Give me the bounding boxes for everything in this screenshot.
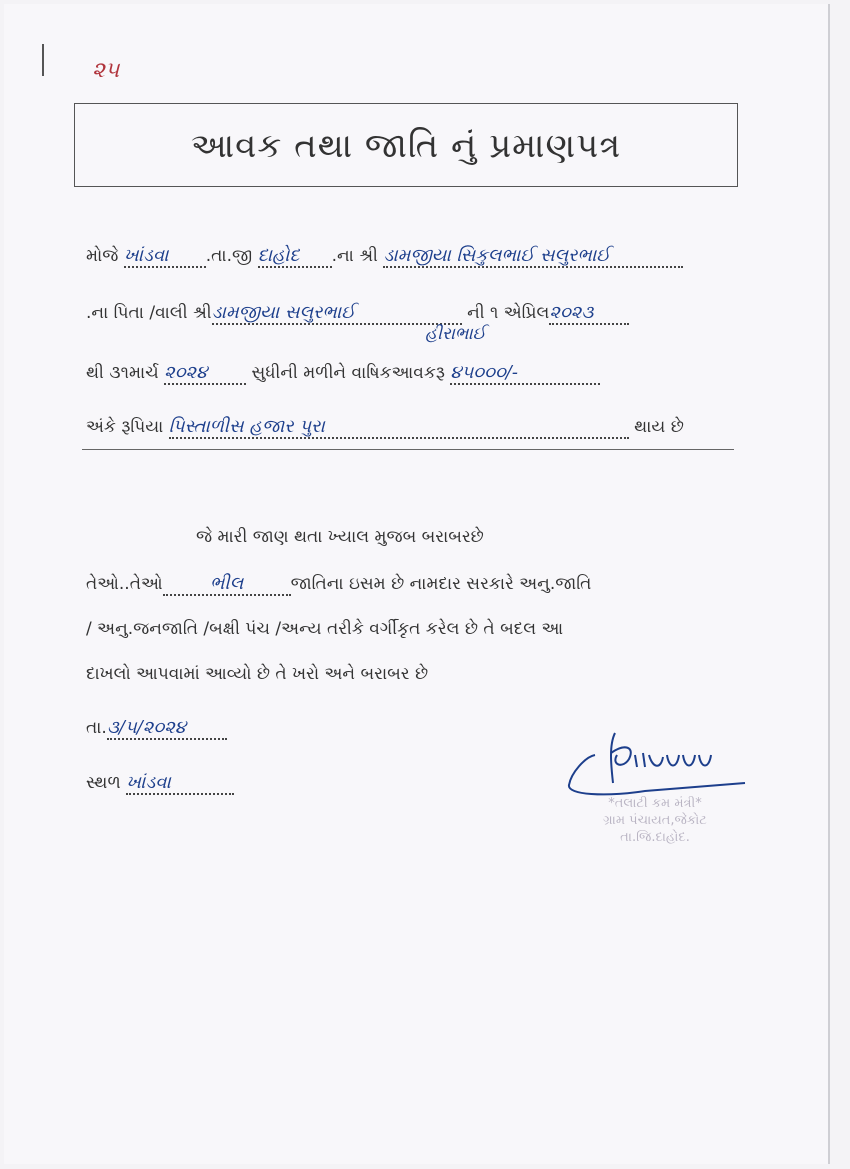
year-to: ૨૦૨૪ bbox=[164, 362, 208, 383]
applicant-name: ડામજીયા સિકુલભાઈ સલુરભાઈ bbox=[383, 245, 611, 266]
na-shri-label: .ના શ્રી bbox=[331, 246, 378, 266]
body-line-4: દાખલો આપવામાં આવ્યો છે તે ખરો અને બરાબર છે bbox=[86, 664, 429, 684]
taluka-district-label: .તા.જી bbox=[205, 246, 253, 266]
date-value: ૩/૫/૨૦૨૪ bbox=[106, 717, 186, 738]
march-label: થી ૩૧માર્ચ bbox=[86, 363, 159, 383]
income-label: સુધીની મળીને વાષિકઆવકરૂ bbox=[251, 363, 445, 383]
place-value: ખાંડવા bbox=[126, 772, 171, 793]
form-line-4 bbox=[86, 416, 684, 439]
teo-label: તેઓ..તેઓ bbox=[86, 574, 163, 594]
father-label: .ના પિતા /વાલી શ્રી bbox=[86, 303, 212, 323]
place-row bbox=[86, 772, 234, 795]
date-row bbox=[86, 717, 227, 740]
page-edge bbox=[828, 4, 830, 1164]
father-name: ડામજીયા સલુરભાઈ bbox=[211, 302, 356, 323]
year-from: ૨૦૨૩ bbox=[549, 302, 594, 323]
official-stamp bbox=[560, 795, 750, 846]
thay-che-label: થાય છે bbox=[634, 417, 684, 437]
divider bbox=[82, 449, 734, 450]
signature bbox=[565, 725, 750, 800]
page-number: ૨૫ bbox=[92, 58, 120, 83]
body-line-1: જે મારી જાણ થતા ખ્યાલ મુજબ બરાબરછે bbox=[196, 527, 484, 547]
moje-label: મોજે bbox=[86, 246, 119, 266]
village-value: ખાંડવા bbox=[123, 245, 169, 266]
caste-suffix: જાતિના ઇસમ છે નામદાર સરકારે અનુ.જાતિ bbox=[290, 574, 592, 594]
caste-value: ભીલ bbox=[210, 573, 244, 594]
title-box bbox=[74, 103, 738, 187]
stamp-line-3: તા.જિ.દાહોદ. bbox=[620, 830, 690, 845]
margin-mark bbox=[42, 44, 44, 76]
stamp-line-2: ગ્રામ પંચાયત,જેકોટ bbox=[603, 813, 707, 828]
income-amount: ૪૫૦૦૦/- bbox=[450, 362, 518, 383]
form-line-3 bbox=[86, 362, 600, 385]
father-extra-name: હીરાભાઈ bbox=[425, 324, 486, 344]
form-line-2 bbox=[86, 302, 629, 325]
date-label: તા. bbox=[86, 718, 107, 738]
amount-in-words: પિસ્તાળીસ હજાર પુરા bbox=[168, 416, 325, 437]
stamp-line-1: *તલાટી કમ મંત્રી* bbox=[608, 796, 702, 811]
body-line-3: / અનુ.જનજાતિ /બક્ષી પંચ /અન્ય તરીકે વર્ગીકૃત કરેલ છે તે બદલ આ bbox=[86, 619, 564, 639]
body-line-2 bbox=[86, 573, 591, 596]
district-value: દાહોદ bbox=[257, 245, 300, 266]
document-title: આવક તથા જાતિ નું પ્રમાણપત્ર bbox=[190, 126, 622, 166]
place-label: સ્થળ bbox=[86, 773, 121, 793]
april-label: ની ૧ એપ્રિલ bbox=[467, 303, 550, 323]
form-line-1 bbox=[86, 245, 683, 268]
words-label: અંકે રૂપિયા bbox=[86, 417, 164, 437]
